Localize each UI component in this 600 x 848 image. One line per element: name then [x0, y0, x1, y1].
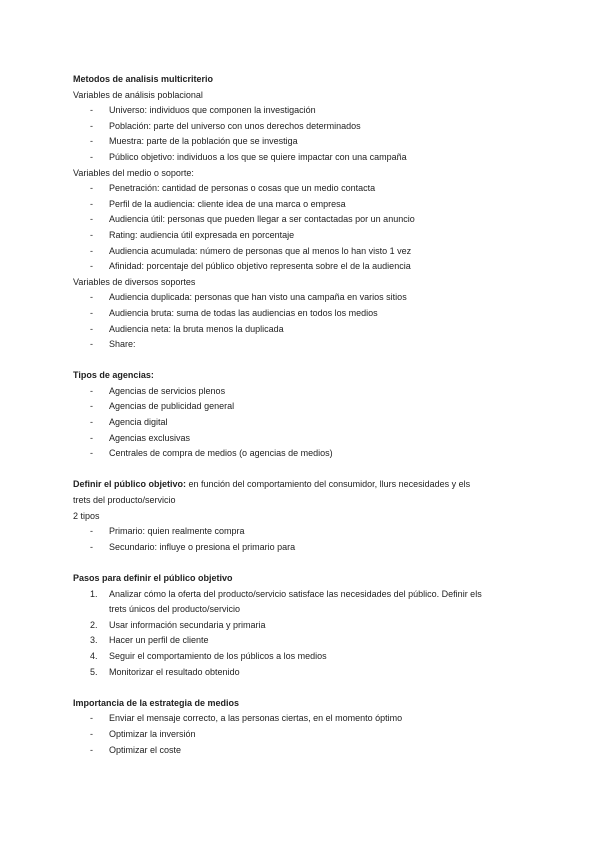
list-item: - Rating: audiencia útil expresada en porcentaje: [73, 228, 543, 244]
bullet-mark: -: [90, 401, 93, 412]
list-item: - Audiencia neta: la bruta menos la duplicada: [73, 322, 543, 338]
bullet-mark: -: [90, 261, 93, 272]
bullet-mark: -: [90, 136, 93, 147]
bullet-mark: -: [90, 448, 93, 459]
list-item: - Audiencia bruta: suma de todas las audiencias en todos los medios: [73, 306, 543, 322]
bullet-mark: -: [90, 105, 93, 116]
spacer: [73, 680, 543, 696]
document-page: [73, 72, 543, 758]
item-number: 1.: [90, 588, 98, 599]
section-title-metodos: Metodos de analisis multicriterio: [73, 74, 214, 84]
list-item: - Agencias exclusivas: [73, 431, 543, 447]
item-number: 3.: [90, 635, 98, 646]
numbered-item: 3. Hacer un perfil de cliente: [73, 633, 543, 649]
item-number: 4.: [90, 650, 98, 661]
subheading-medio: Variables del medio o soporte:: [73, 167, 194, 178]
spacer: [73, 353, 543, 369]
bullet-mark: -: [90, 417, 93, 428]
list-item: - Primario: quien realmente compra: [73, 524, 543, 540]
section-title-pasos: Pasos para definir el público objetivo: [73, 573, 233, 583]
definir-paragraph-line1: Definir el público objetivo: en función del comportamiento del consumidor, llurs necesidades y els: [73, 479, 471, 490]
numbered-item: 1. Analizar cómo la oferta del producto/servicio satisface las necesidades del público. Definir els: [73, 587, 543, 603]
numbered-item: 5. Monitorizar el resultado obtenido: [73, 665, 543, 681]
list-item: - Agencias de servicios plenos: [73, 384, 543, 400]
list-item: - Audiencia útil: personas que pueden llegar a ser contactadas por un anuncio: [73, 212, 543, 228]
list-item: - Secundario: influye o presiona el primario para: [73, 540, 543, 556]
list-item: - Agencia digital: [73, 415, 543, 431]
list-item: - Optimizar el coste: [73, 743, 543, 759]
list-item: - Enviar el mensaje correcto, a las personas ciertas, en el momento óptimo: [73, 711, 543, 727]
definir-paragraph-line2: trets del producto/servicio: [73, 495, 176, 506]
bullet-mark: -: [90, 744, 93, 755]
item-number: 5.: [90, 666, 98, 677]
bullet-mark: -: [90, 339, 93, 350]
list-item: - Share:: [73, 337, 543, 353]
item-number: 2.: [90, 619, 98, 630]
bullet-mark: -: [90, 385, 93, 396]
bullet-mark: -: [90, 292, 93, 303]
subheading-tipos: 2 tipos: [73, 510, 100, 521]
list-item: - Población: parte del universo con unos derechos determinados: [73, 119, 543, 135]
list-item: - Audiencia acumulada: número de personas que al menos lo han visto 1 vez: [73, 244, 543, 260]
subheading-poblacional: Variables de análisis poblacional: [73, 89, 203, 100]
numbered-item: 4. Seguir el comportamiento de los públicos a los medios: [73, 649, 543, 665]
list-item: - Universo: individuos que componen la investigación: [73, 103, 543, 119]
bullet-mark: -: [90, 541, 93, 552]
subheading-soportes: Variables de diversos soportes: [73, 276, 196, 287]
list-item: - Agencias de publicidad general: [73, 399, 543, 415]
list-item: - Audiencia duplicada: personas que han visto una campaña en varios sitios: [73, 290, 543, 306]
bullet-mark: -: [90, 432, 93, 443]
spacer: [73, 555, 543, 571]
bullet-mark: -: [90, 728, 93, 739]
bullet-mark: -: [90, 713, 93, 724]
numbered-item-continuation: trets únicos del producto/servicio: [109, 604, 241, 615]
bullet-mark: -: [90, 245, 93, 256]
bullet-mark: -: [90, 183, 93, 194]
spacer: [73, 462, 543, 478]
bullet-mark: -: [90, 198, 93, 209]
bullet-mark: -: [90, 120, 93, 131]
list-item: - Centrales de compra de medios (o agencias de medios): [73, 446, 543, 462]
section-title-definir: Definir el público objetivo:: [73, 479, 187, 490]
bullet-mark: -: [90, 214, 93, 225]
bullet-mark: -: [90, 229, 93, 240]
list-item: - Optimizar la inversión: [73, 727, 543, 743]
list-item: - Muestra: parte de la población que se investiga: [73, 134, 543, 150]
bullet-mark: -: [90, 526, 93, 537]
section-title-importancia: Importancia de la estrategia de medios: [73, 697, 240, 708]
list-item: - Afinidad: porcentaje del público objetivo representa sobre el de la audiencia: [73, 259, 543, 275]
list-item: - Perfil de la audiencia: cliente idea de una marca o empresa: [73, 197, 543, 213]
section-title-tipos: Tipos de agencias:: [73, 370, 154, 381]
list-item: - Penetración: cantidad de personas o cosas que un medio contacta: [73, 181, 543, 197]
numbered-item: 2. Usar información secundaria y primaria: [73, 618, 543, 634]
list-item: - Público objetivo: individuos a los que se quiere impactar con una campaña: [73, 150, 543, 166]
bullet-mark: -: [90, 307, 93, 318]
bullet-mark: -: [90, 323, 93, 334]
bullet-mark: -: [90, 151, 93, 162]
